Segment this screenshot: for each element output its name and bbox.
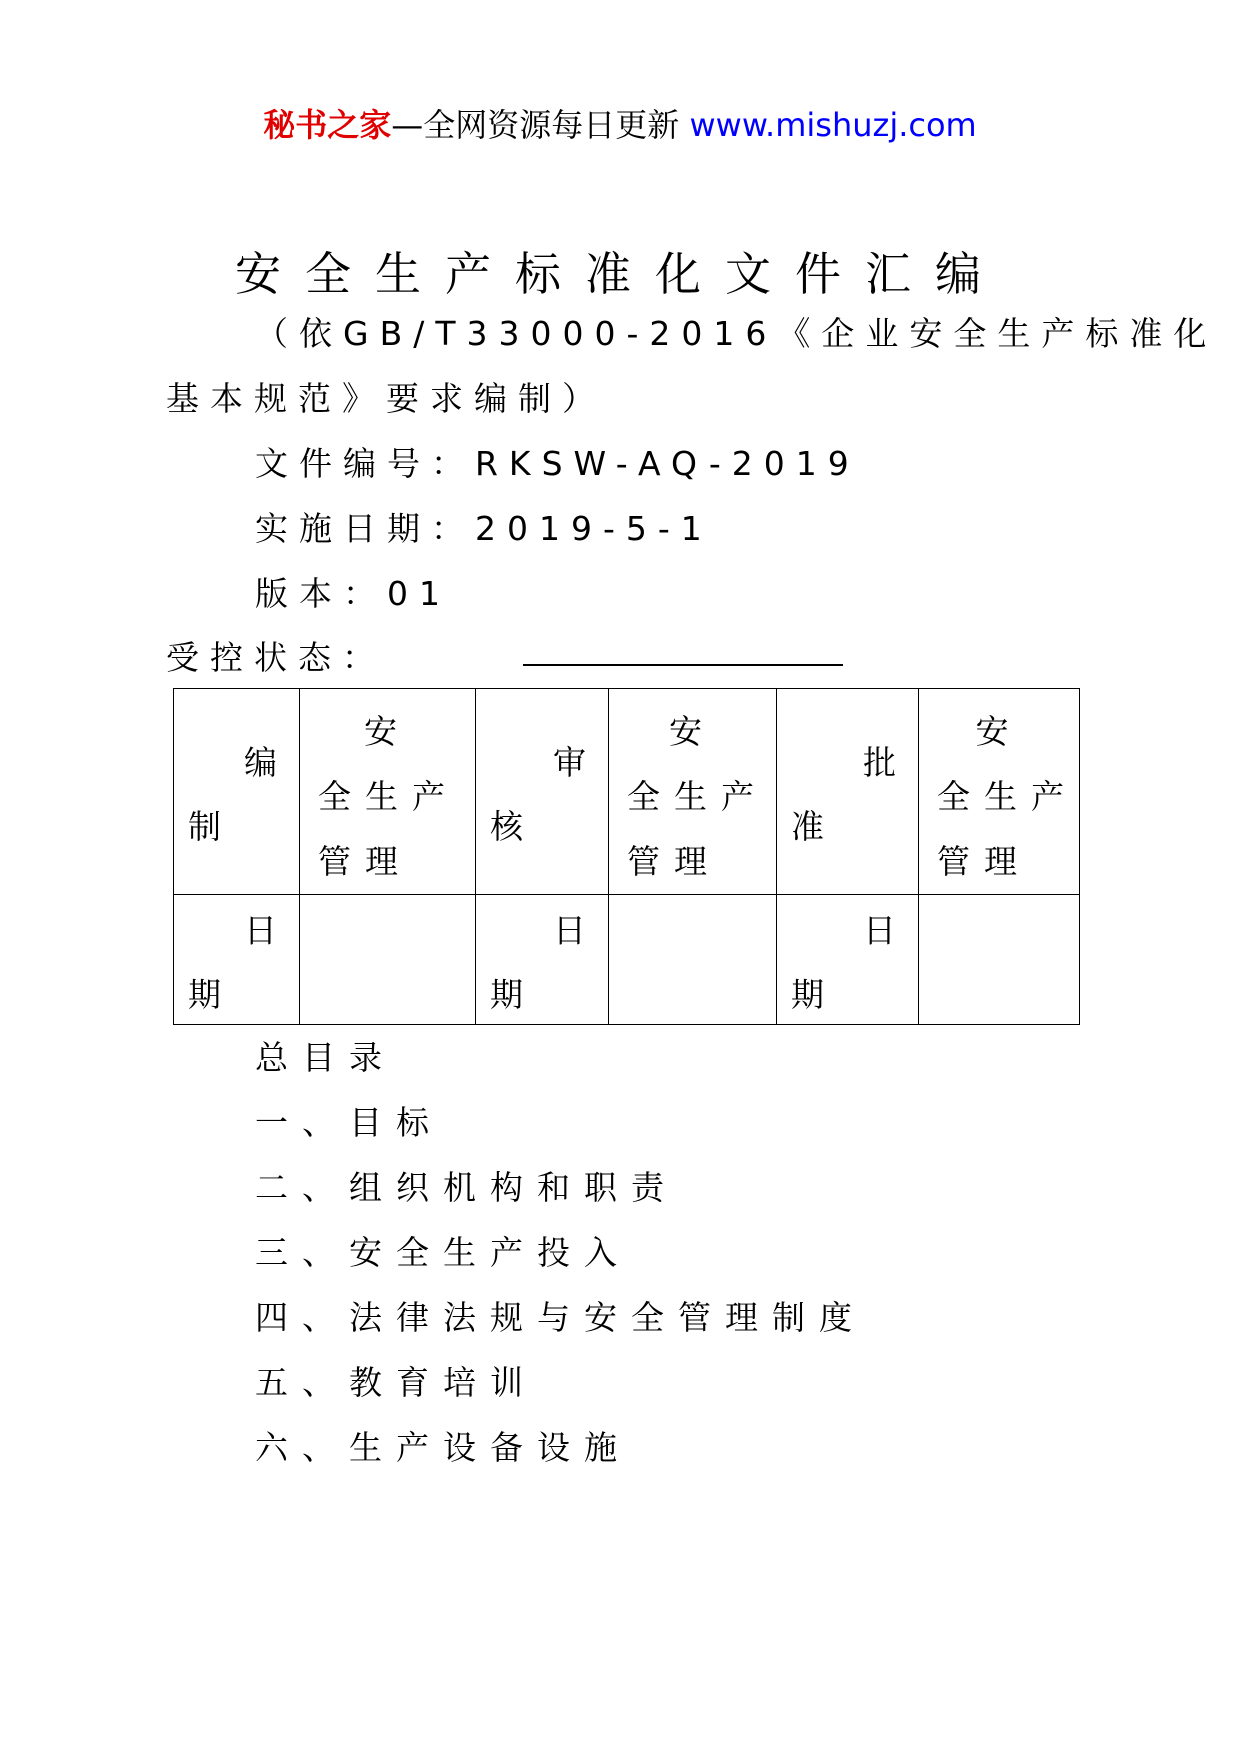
value-cell — [919, 689, 1080, 895]
table-row — [174, 689, 1080, 895]
label-text: 核 — [490, 807, 537, 846]
value-text: 安 — [975, 712, 1023, 751]
document-title: 安全生产标准化文件汇编 — [235, 247, 1005, 301]
version: 版本：01 — [255, 574, 451, 613]
toc-item: 三、安全生产投入 — [255, 1233, 631, 1272]
value-text: 管理 — [627, 842, 721, 881]
toc-item: 二、组织机构和职责 — [255, 1168, 678, 1207]
label-text: 准 — [791, 807, 838, 846]
label-text: 日 — [553, 911, 600, 950]
control-status-label: 受控状态： — [166, 638, 386, 677]
label-text: 期 — [490, 975, 537, 1014]
toc-item: 五、教育培训 — [255, 1363, 537, 1402]
toc-heading: 总目录 — [255, 1038, 396, 1077]
label-cell — [476, 689, 609, 895]
table-row — [174, 895, 1080, 1025]
subtitle-line-1: （依GB/T33000-2016《企业安全生产标准化 — [255, 314, 1218, 353]
page-header — [0, 100, 1240, 146]
subtitle-line-2: 基本规范》要求编制） — [166, 379, 606, 418]
date-value-cell — [919, 895, 1080, 1025]
label-text: 编 — [244, 743, 291, 782]
value-text: 全生产 — [937, 777, 1078, 816]
control-status-line — [523, 664, 843, 666]
doc-number: 文件编号：RKSW-AQ-2019 — [255, 444, 860, 483]
toc-item: 四、法律法规与安全管理制度 — [255, 1298, 866, 1337]
value-cell — [300, 689, 476, 895]
toc-item: 六、生产设备设施 — [255, 1428, 631, 1467]
label-cell — [476, 895, 609, 1025]
brand-name: 秘书之家 — [263, 106, 392, 144]
value-text: 安 — [364, 712, 411, 751]
value-text: 管理 — [937, 842, 1031, 881]
value-cell — [609, 689, 777, 895]
header-url[interactable]: www.mishuzj.com — [689, 106, 977, 144]
effective-date: 实施日期：2019-5-1 — [255, 509, 713, 548]
label-text: 日 — [244, 911, 291, 950]
label-cell — [174, 689, 300, 895]
label-text: 制 — [188, 807, 235, 846]
value-text: 全生产 — [627, 777, 768, 816]
label-text: 期 — [188, 975, 235, 1014]
value-text: 全生产 — [318, 777, 459, 816]
date-value-cell — [300, 895, 476, 1025]
label-cell — [174, 895, 300, 1025]
label-cell — [777, 895, 919, 1025]
label-text: 期 — [791, 975, 838, 1014]
header-slogan: —全网资源每日更新 — [391, 106, 680, 144]
label-text: 批 — [863, 743, 910, 782]
date-value-cell — [609, 895, 777, 1025]
value-text: 管理 — [318, 842, 412, 881]
signature-table — [173, 688, 1080, 1025]
label-cell — [777, 689, 919, 895]
toc-item: 一、目标 — [255, 1103, 443, 1142]
value-text: 安 — [669, 712, 716, 751]
label-text: 日 — [863, 911, 910, 950]
label-text: 审 — [553, 743, 600, 782]
